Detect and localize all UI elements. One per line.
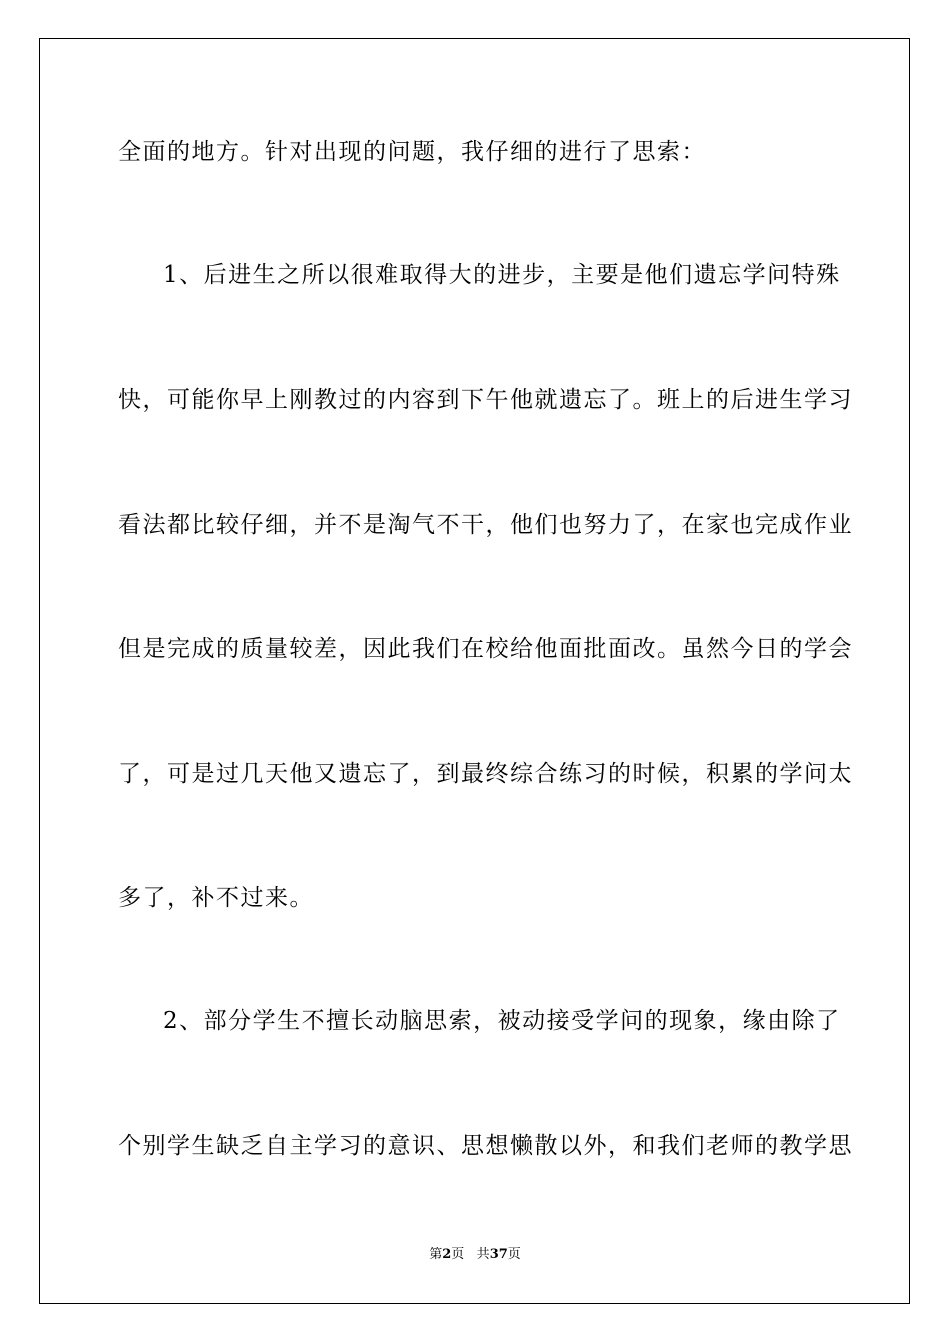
text-line-6: 了，可是过几天他又遗忘了，到最终综合练习的时候，积累的学问太 (118, 761, 853, 787)
text-line-3: 快，可能你早上刚教过的内容到下午他就遗忘了。班上的后进生学习 (118, 387, 853, 413)
text-line-1: 全面的地方。针对出现的问题，我仔细的进行了思索： (118, 139, 706, 165)
page-current: 2 (442, 1247, 452, 1262)
text-line-5: 但是完成的质量较差，因此我们在校给他面批面改。虽然今日的学会 (118, 636, 853, 662)
text-line-9: 个别学生缺乏自主学习的意识、思想懒散以外，和我们老师的教学思 (118, 1133, 853, 1159)
text-line-8: 2、部分学生不擅长动脑思索，被动接受学问的现象，缘由除了 (163, 1008, 841, 1034)
page-suffix: 页 (451, 1247, 465, 1262)
page-total: 37 (489, 1247, 508, 1262)
text-line-2: 1、后进生之所以很难取得大的进步，主要是他们遗忘学问特殊 (163, 262, 841, 288)
page-prefix: 第 (429, 1247, 443, 1262)
text-line-4: 看法都比较仔细，并不是淘气不干，他们也努力了，在家也完成作业 (118, 512, 853, 538)
page-border (39, 38, 910, 1304)
total-prefix: 共 (476, 1247, 490, 1262)
text-line-7: 多了，补不过来。 (118, 885, 314, 911)
page-footer (0, 1247, 950, 1263)
total-suffix: 页 (507, 1247, 521, 1262)
